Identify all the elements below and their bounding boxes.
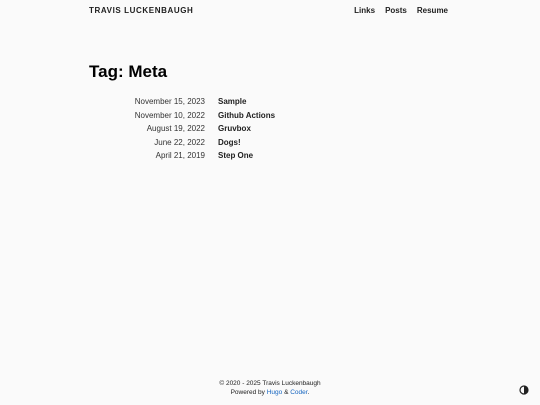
navbar (89, 0, 449, 22)
footer-and: & (282, 389, 291, 396)
post-date: November 15, 2023 (134, 97, 205, 106)
post-title-link[interactable]: Step One (218, 151, 254, 161)
post-date: August 19, 2022 (146, 124, 205, 134)
footer-copyright: © 2020 - 2025 Travis Luckenbaugh (219, 380, 321, 387)
theme-toggle-button[interactable] (519, 382, 529, 392)
list-item (89, 124, 389, 138)
list-item (89, 138, 389, 152)
footer (0, 379, 540, 397)
footer-powered-by (0, 388, 540, 397)
nav-links (354, 6, 448, 15)
post-list (89, 97, 389, 165)
list-item (89, 111, 389, 125)
post-title-link[interactable]: Gruvbox (218, 124, 251, 134)
footer-period: . (307, 389, 310, 396)
post-date: April 21, 2019 (155, 151, 205, 161)
post-title-link[interactable]: Dogs! (218, 137, 241, 147)
coder-link[interactable]: Coder (290, 389, 308, 396)
contrast-icon (519, 385, 529, 395)
nav-link-resume[interactable]: Resume (416, 6, 448, 15)
post-date: June 22, 2022 (154, 137, 205, 147)
hugo-link[interactable]: Hugo (266, 389, 283, 396)
site-title-link[interactable]: TRAVIS LUCKENBAUGH (89, 6, 194, 15)
page-title: Tag: Meta (89, 62, 168, 81)
nav-link-links[interactable]: Links (354, 6, 376, 15)
list-item (89, 97, 389, 111)
post-title-link[interactable]: Github Actions (218, 110, 276, 120)
post-title-link[interactable]: Sample (218, 97, 247, 106)
list-item (89, 151, 389, 165)
nav-link-posts[interactable]: Posts (385, 6, 407, 15)
post-date: November 10, 2022 (134, 110, 205, 120)
footer-powered-prefix: Powered by (230, 389, 267, 396)
